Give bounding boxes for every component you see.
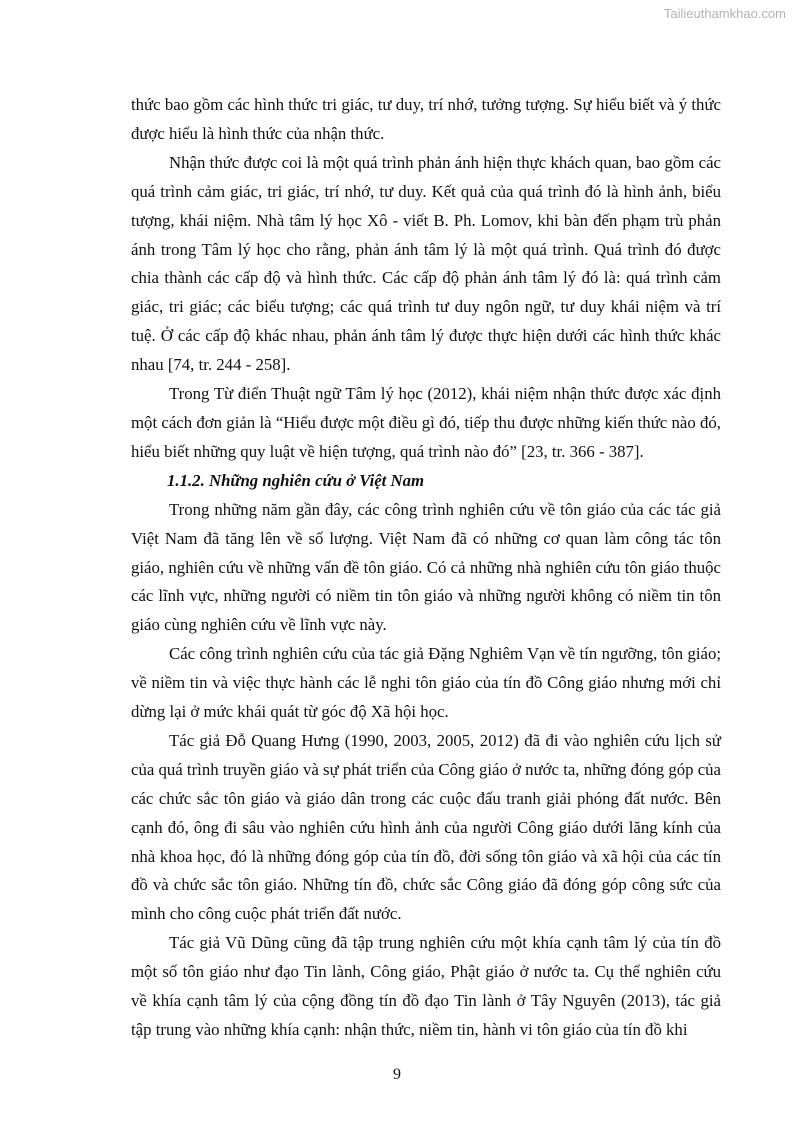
page-number: 9 <box>393 1066 401 1083</box>
paragraph-dang-nghiem-van: Các công trình nghiên cứu của tác giả Đặng Nghiêm Vạn về tín ngưỡng, tôn giáo; về niềm tin và việc thực hành các lễ nghi tôn giáo của tín đồ Công giáo nhưng mới chỉ dừng lại ở mức khái quát từ góc độ Xã hội học. <box>131 644 721 722</box>
paragraph-vietnam-research: Trong những năm gần đây, các công trình nghiên cứu về tôn giáo của các tác giả Việt Nam đã tăng lên về số lượng. Việt Nam đã có những cơ quan làm công tác tôn giáo, nghiên cứu về những vấn đề tôn giáo. Có cả những nhà nghiên cứu tôn giáo thuộc các lĩnh vực, những người có niềm tin tôn giáo và những người không có niềm tin tôn giáo cùng nghiên cứu về lĩnh vực này. <box>131 499 721 635</box>
watermark: Tailieuthamkhao.com <box>663 6 786 21</box>
paragraph-continuation: thức bao gồm các hình thức tri giác, tư duy, trí nhớ, tưởng tượng. Sự hiểu biết và ý thức được hiểu là hình thức của nhận thức. <box>131 95 721 143</box>
paragraph-nhan-thuc-definition: Nhận thức được coi là một quá trình phản ánh hiện thực khách quan, bao gồm các quá trình cảm giác, tri giác, trí nhớ, tư duy. Kết quả của quá trình đó là hình ảnh, biểu tượng, khái niệm. Nhà tâm lý học Xô - viết B. Ph. Lomov, khi bàn đến phạm trù phản ánh trong Tâm lý học cho rằng, phản ánh tâm lý là một quá trình. Quá trình đó được chia thành các cấp độ và hình thức. Các cấp độ phản ánh tâm lý đó là: quá trình cảm giác, tri giác; các biểu tượng; các quá trình tư duy ngôn ngữ, tư duy khái niệm và trí tuệ. Ở các cấp độ khác nhau, phản ánh tâm lý được thực hiện dưới các hình thức khác nhau [74, tr. 244 - 258]. <box>131 152 721 375</box>
paragraph-vu-dung: Tác giả Vũ Dũng cũng đã tập trung nghiên cứu một khía cạnh tâm lý của tín đồ một số tôn giáo như đạo Tin lành, Công giáo, Phật giáo ở nước ta. Cụ thể nghiên cứu về khía cạnh tâm lý của cộng đồng tín đồ đạo Tin lành ở Tây Nguyên (2013), tác giả tập trung vào những khía cạnh: nhận thức, niềm tin, hành vi tôn giáo của tín đồ khi <box>131 933 721 1039</box>
page-body <box>131 91 721 1045</box>
paragraph-dictionary-definition: Trong Từ điển Thuật ngữ Tâm lý học (2012), khái niệm nhận thức được xác định một cách đơn giản là “Hiểu được một điều gì đó, tiếp thu được những kiến thức nào đó, hiểu biết những quy luật về hiện tượng, quá trình nào đó” [23, tr. 366 - 387]. <box>131 384 721 461</box>
paragraph-do-quang-hung: Tác giả Đỗ Quang Hưng (1990, 2003, 2005, 2012) đã đi vào nghiên cứu lịch sử của quá trình truyền giáo và sự phát triển của Công giáo ở nước ta, những đóng góp của các chức sắc tôn giáo và giáo dân trong các cuộc đấu tranh giải phóng đất nước. Bên cạnh đó, ông đi sâu vào nghiên cứu hình ảnh của người Công giáo dưới lăng kính của nhà khoa học, đó là những đóng góp của tín đồ, đời sống tôn giáo và xã hội của các tín đồ và chức sắc tôn giáo. Những tín đồ, chức sắc Công giáo đã đóng góp công sức của mình cho công cuộc phát triển đất nước. <box>131 730 721 924</box>
section-heading: 1.1.2. Những nghiên cứu ở Việt Nam <box>167 470 425 490</box>
